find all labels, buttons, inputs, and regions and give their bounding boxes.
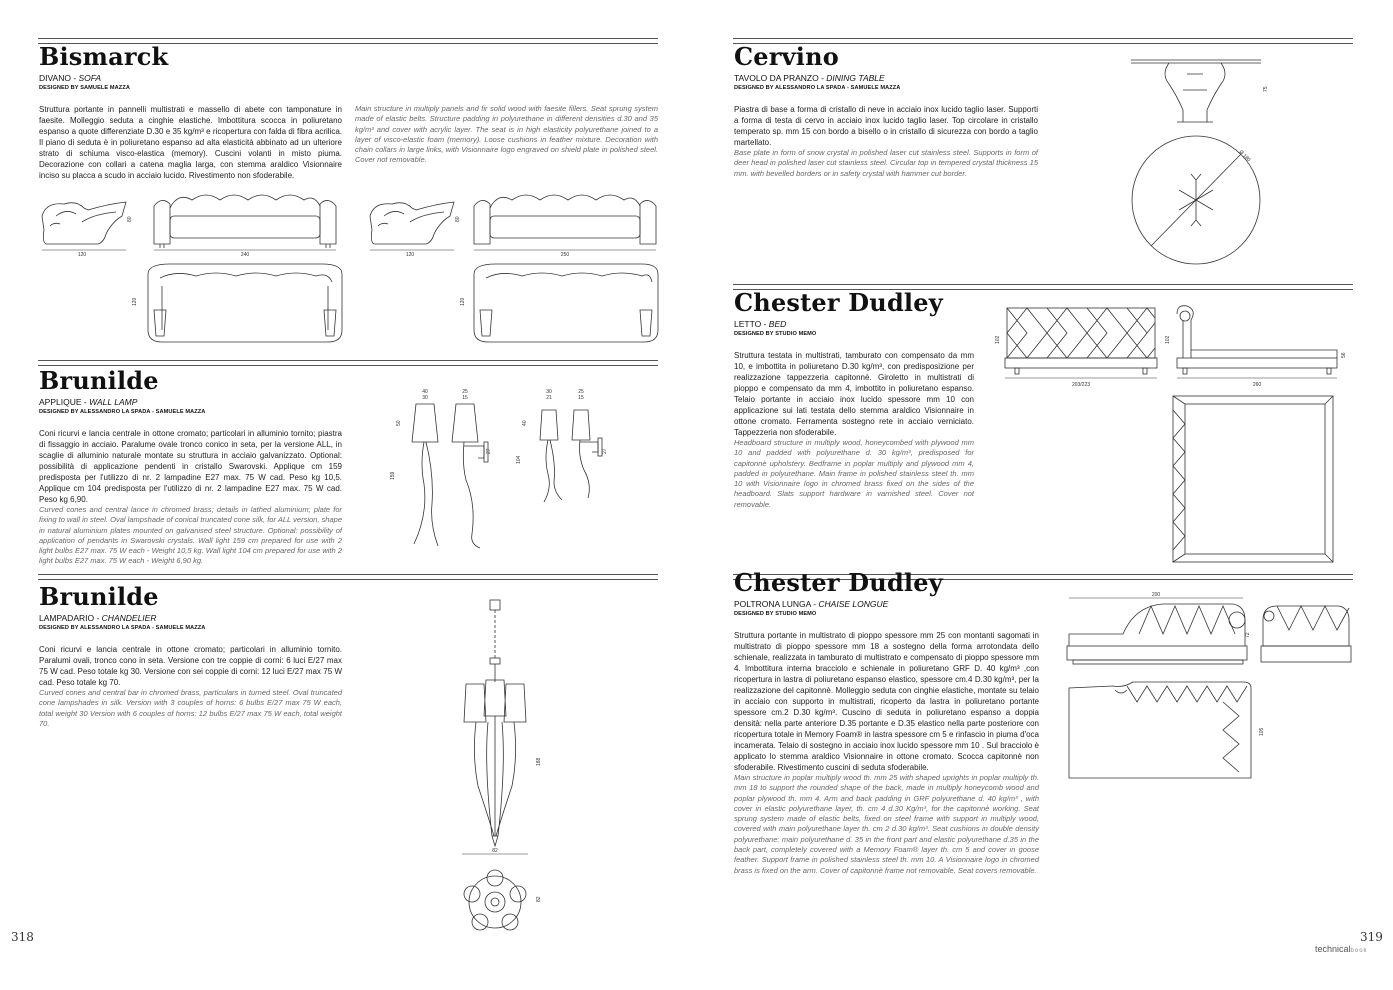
product-designer: DESIGNED BY ALESSANDRO LA SPADA - SAMUELE MAZZA <box>734 85 901 91</box>
chaise-plan-view <box>1069 682 1251 778</box>
dim-label: 120 <box>405 252 415 258</box>
dim-label: 50 <box>396 420 402 426</box>
front-view <box>154 195 336 248</box>
dim-label: 15 <box>578 395 584 401</box>
description-it: Coni ricurvi e lancia centrale in ottone cromato; particolari in alluminio tornito; piastra di fissaggio in acciaio. Paralume ovale tronco conico in seta, per la versione ALL, in scaglie di alluminio naturale montate su struttura in acciaio galvanizzato. Optional: possibilità di applicazione pendenti in cristallo Swarovski. Applique cm 159 predisposta per l'utilizzo di nr. 2 lampadine E27 max. 75 W cad. Peso kg 10,5. Applique cm 104 predisposta per l'utilizzo di nr. 2 lampadine E27 max. 75 W cad. Peso kg 6,90. <box>39 429 342 504</box>
description-en: Main structure in multiply panels and fir solid wood with faesite fillers. Seat sprung system made of elastic belts. Structure padding in polyurethane in different densities d.30 and 35 kg/m³ and cover with acrylic layer. The seat is in high elasticity polyurethane joined to a layer of visco-elastic foam (memory). Loose cushions in feather mixture. Decoration with chain collars in large links, with Visionnaire logo engraved on shield plate in polished steel. Cover not removable. <box>355 104 658 165</box>
page-number: 319 <box>1360 930 1383 944</box>
wall-lamp-small <box>540 410 602 502</box>
dim-label: 188 <box>536 757 542 766</box>
product-title: Brunilde <box>39 582 159 611</box>
dim-label: 104 <box>516 455 522 464</box>
dim-label: 80 <box>127 216 133 222</box>
chandelier-elevation <box>464 600 526 846</box>
left-page <box>0 0 696 990</box>
bismarck-section <box>39 44 659 92</box>
product-category: APPLIQUE - WALL LAMP <box>39 397 138 407</box>
description-en: Curved cones and central lance in chromed brass; details in lathed aluminium; plate for fixing to wall in steel. Oval lampshade of conical truncated cone silk, for ALL version, shape in natural aluminium plates mounted on galvanised steel structure. Optional: possibility of application of pendants in Swarovski crystals. Wall light 159 cm prepared for use with 2 light bulbs E27 max. 75 W each - Weight 10,5 kg. Wall light 104 cm prepared for use with 2 light bulbs E27 max. 75 W each - Weight 6,90 kg. <box>39 505 342 566</box>
chandelier-drawing <box>448 596 558 936</box>
dim-label: 40 <box>422 389 428 395</box>
dim-label: 200 <box>1151 592 1161 598</box>
table-drawing <box>1121 54 1281 274</box>
product-designer: DESIGNED BY ALESSANDRO LA SPADA - SAMUELE MAZZA <box>39 625 206 631</box>
wall-lamp-large <box>412 404 488 548</box>
dim-label: 15 <box>462 395 468 401</box>
dim-label: 102 <box>995 335 1001 344</box>
description-en: Main structure in poplar multiply wood th. mm 25 with shaped uprights in poplar multiply th. mm 18 to support the rounded shape of the back, made in multiply honeycomb wood and poplar plywood th. mm 4. Arm and back padding in GRF polyurethane d. 40 kg/m³ , with cover in elastic polyurethane layer, th. cm 4 d.30 Kg/m³, for the capitonnè working. Seat sprung system made of elastic belts, fixed on steel frame with support in multiply wood, covered with main polyurethane layer th. cm 2 d.30 kg/m³. Seat cushions in double density polyurethane: main polyurethane d. 35 in the front part and elastic polyurethane d.35 in the back part, completely covered with a Memory Foam® layer th. cm 5 and cover in goose feather. Support frame in polished stainless steel th. mm 10. A Visionnaire logo in chromed brass is fixed on the arm. Cover of capitonnè frame not removable. Seat covers removable. <box>734 773 1039 875</box>
dim-label: Ø 180 <box>1237 149 1252 164</box>
dim-label: 203/223 <box>1071 382 1091 388</box>
dim-label: 120 <box>132 297 138 306</box>
description-it: Struttura testata in multistrati, tamburato con compensato da mm 10, e imbottita in poliuretano D.30 kg/m³, con predisposizione per realizzazione tappezzeria capitonnè. Giroletto in multistrati di pioppo e compensato da mm 4, imbottito in poliuretano espanso. Telaio portante in acciaio inox lucido spessore mm 10 con applicazione sui lati testata dello stemma araldico Visionnaire in ottone cromato. Ferramenta sostegno rete in acciaio verniciato. Tappezzeria non sfoderabile. <box>734 351 974 437</box>
product-designer: DESIGNED BY STUDIO MEMO <box>734 331 817 337</box>
dim-label: 250 <box>560 252 570 258</box>
product-category: LETTO - BED <box>734 319 787 329</box>
bed-front-view <box>1005 308 1157 374</box>
wall-lamp-drawing <box>380 384 620 554</box>
chandelier-plan <box>464 870 526 930</box>
description-en: Headboard structure in multiply wood, honeycombed with plywood mm 10 and padded with polyurethane d. 30 kg/m³, predisposed for capitonnè upholstery. Bedframe in poplar multiply and plywood mm 4, padded in polyurethane. Main frame in polished stainless steel th. mm 10 with Visionnaire logo in chromed brass fixed on the sides of the headboard. Slats support hardware in varnished steel. Cover not removable. <box>734 438 974 509</box>
description-en: Base plate in form of snow crystal in polished laser cut stainless steel. Supports in form of deer head in polished laser cut stainless steel. Circular top in tempered crystal thickness 15 mm. with bevelled borders or in safety crystal with hammer cut border. <box>734 148 1038 178</box>
dim-label: 40 <box>522 420 528 426</box>
brunilde-wall-section <box>39 368 359 416</box>
dim-label: 27 <box>602 448 608 454</box>
side-view <box>370 202 454 244</box>
dim-label: 21 <box>546 395 552 401</box>
bed-drawing <box>993 300 1353 566</box>
product-category: POLTRONA LUNGA - CHAISE LONGUE <box>734 599 889 609</box>
dim-label: 120 <box>460 297 466 306</box>
dim-label: 56 <box>1341 352 1347 358</box>
description-it: Struttura portante in multistrato di pioppo spessore mm 25 con montanti sagomati in multistrato di pioppo spessore mm 18 a sostegno della forma arrotondata dello schienale, realizzata in tamburato di multistrato e compensato di pioppo spessore mm 4. Imbottitura interna bracciolo e schienale in poliuretano GRF D. 40 kg/m³ ,con ricopertura in lastra di poliuretano espanso elastico, spessore cm.4 D.30 kg/m³, per la realizzazione del capitonnè. Molleggio seduta con cinghie elastiche, montate su telaio in acciaio con supporto in multistrati, ricoperto da lastra in poliuretano portante spessore cm.2 D.30 kg/m³. Cuscino di seduta in poliuretano espanso a doppia densità: nella parte anteriore D.35 portante e D.35 elastico nella parte posteriore con ricopertura totale in Memory Foam® in lastra spessore cm 5 e rinfascio in piuma d'oca incamerata. Telaio di sostegno in acciaio inox lucido spessore mm 10 . Sul bracciolo è applicato lo stemma araldico Visionnaire in ottone cromato. Scocca capitonnè non sfoderabile. Rivestimento cuscini di seduta sfoderabile. <box>734 631 1039 772</box>
dim-label: 102 <box>1165 335 1171 344</box>
product-category: LAMPADARIO - CHANDELIER <box>39 613 157 623</box>
brunilde-chandelier-text <box>39 644 342 729</box>
dim-label: 159 <box>390 471 396 480</box>
description-it: Struttura portante in pannelli multistrati e massello di abete con tamponature in faesite. Molleggio seduta a cinghie elastiche. Imbottitura scocca in poliuretano espanso a quote differenziate D.30 e 35 kg/m³ e ricopertura con falda di fibra acrilica. Il piano di seduta è in poliuretano espanso ad alta elasticità abbinato ad un ulteriore strato di schiuma visco-elastica (memory). Cuscini volanti in misto piuma. Decorazione con collari a catena maglia larga, con stemma araldico Visionnaire inciso su placca a scudo in acciaio lucido. Rivestimento non sfoderabile. <box>39 105 342 180</box>
chaise-drawing <box>1063 586 1363 786</box>
description-it: Piastra di base a forma di cristallo di neve in acciaio inox lucido taglio laser. Supporti a forma di testa di cervo in acciaio inox lucido taglio laser. Top circolare in cristallo temperato sp. mm 15 con bordo a bisello o in cristallo di sicurezza con bordo a taglio martellato. <box>734 105 1038 147</box>
dim-label: 82 <box>536 896 542 902</box>
product-designer: DESIGNED BY SAMUELE MAZZA <box>39 85 130 91</box>
chester-bed-text <box>734 350 974 510</box>
cervino-text <box>734 104 1038 179</box>
dim-label: 25 <box>578 389 584 395</box>
product-title: Chester Dudley <box>734 568 943 597</box>
bismarck-technical-drawing <box>36 186 662 354</box>
dim-label: 27 <box>486 448 492 454</box>
product-designer: DESIGNED BY ALESSANDRO LA SPADA - SAMUELE MAZZA <box>39 409 206 415</box>
right-page <box>697 0 1393 990</box>
bed-plan-view <box>1173 396 1333 562</box>
dim-label: 72 <box>1245 632 1251 638</box>
front-view <box>474 195 656 244</box>
product-category: TAVOLO DA PRANZO - DINING TABLE <box>734 73 885 83</box>
cervino-section <box>734 44 1074 92</box>
plan-view <box>148 264 342 342</box>
description-en: Curved cones and central bar in chromed brass, particulars in turned steel. Oval truncated cone lampshades in silk. Version with 3 couples of horns: 6 bulbs E/27 max 75 W each, total weight 30 Version with 6 couples of horns: 12 bulbs E/27 max 75 W each, total weight 70. <box>39 688 342 728</box>
side-view <box>42 202 126 244</box>
dim-label: 25 <box>462 389 468 395</box>
product-designer: DESIGNED BY STUDIO MEMO <box>734 611 817 617</box>
dim-label: 120 <box>77 252 87 258</box>
dim-label: 260 <box>1252 382 1262 388</box>
section-rule <box>38 574 658 580</box>
product-title: Brunilde <box>39 366 159 395</box>
dim-label: 80 <box>455 216 461 222</box>
plan-view <box>474 264 658 342</box>
chaise-side-view <box>1261 606 1351 662</box>
product-title: Cervino <box>734 42 839 71</box>
chester-chaise-text <box>734 630 1039 876</box>
dim-label: 75 <box>1263 86 1269 92</box>
product-category: DIVANO - SOFA <box>39 73 102 83</box>
page-number: 318 <box>11 930 34 944</box>
dim-label: 30 <box>422 395 428 401</box>
bed-side-view <box>1177 306 1337 374</box>
brunilde-chandelier-section <box>39 584 359 632</box>
brunilde-wall-text <box>39 428 342 567</box>
dim-label: 105 <box>1259 727 1265 736</box>
chaise-front-view <box>1067 604 1247 664</box>
dim-label: 82 <box>492 848 498 854</box>
chester-chaise-section <box>734 570 1054 618</box>
product-title: Bismarck <box>39 42 169 71</box>
description-it: Coni ricurvi e lancia centrale in ottone cromato; particolari in alluminio tornito. Paralumi ovali, tronco cono in seta. Versione con tre coppie di corni: 6 luci E/27 max 75 W cad. Peso totale kg 30. Versione con sei coppie di corni: 12 luci E/27 max 75 W cad. Peso totale kg 70. <box>39 645 342 687</box>
technical-book-label: technicalbook <box>1315 944 1368 954</box>
product-title: Chester Dudley <box>734 288 943 317</box>
dim-label: 30 <box>546 389 552 395</box>
table-elevation <box>1131 60 1261 122</box>
dim-label: 240 <box>240 252 250 258</box>
